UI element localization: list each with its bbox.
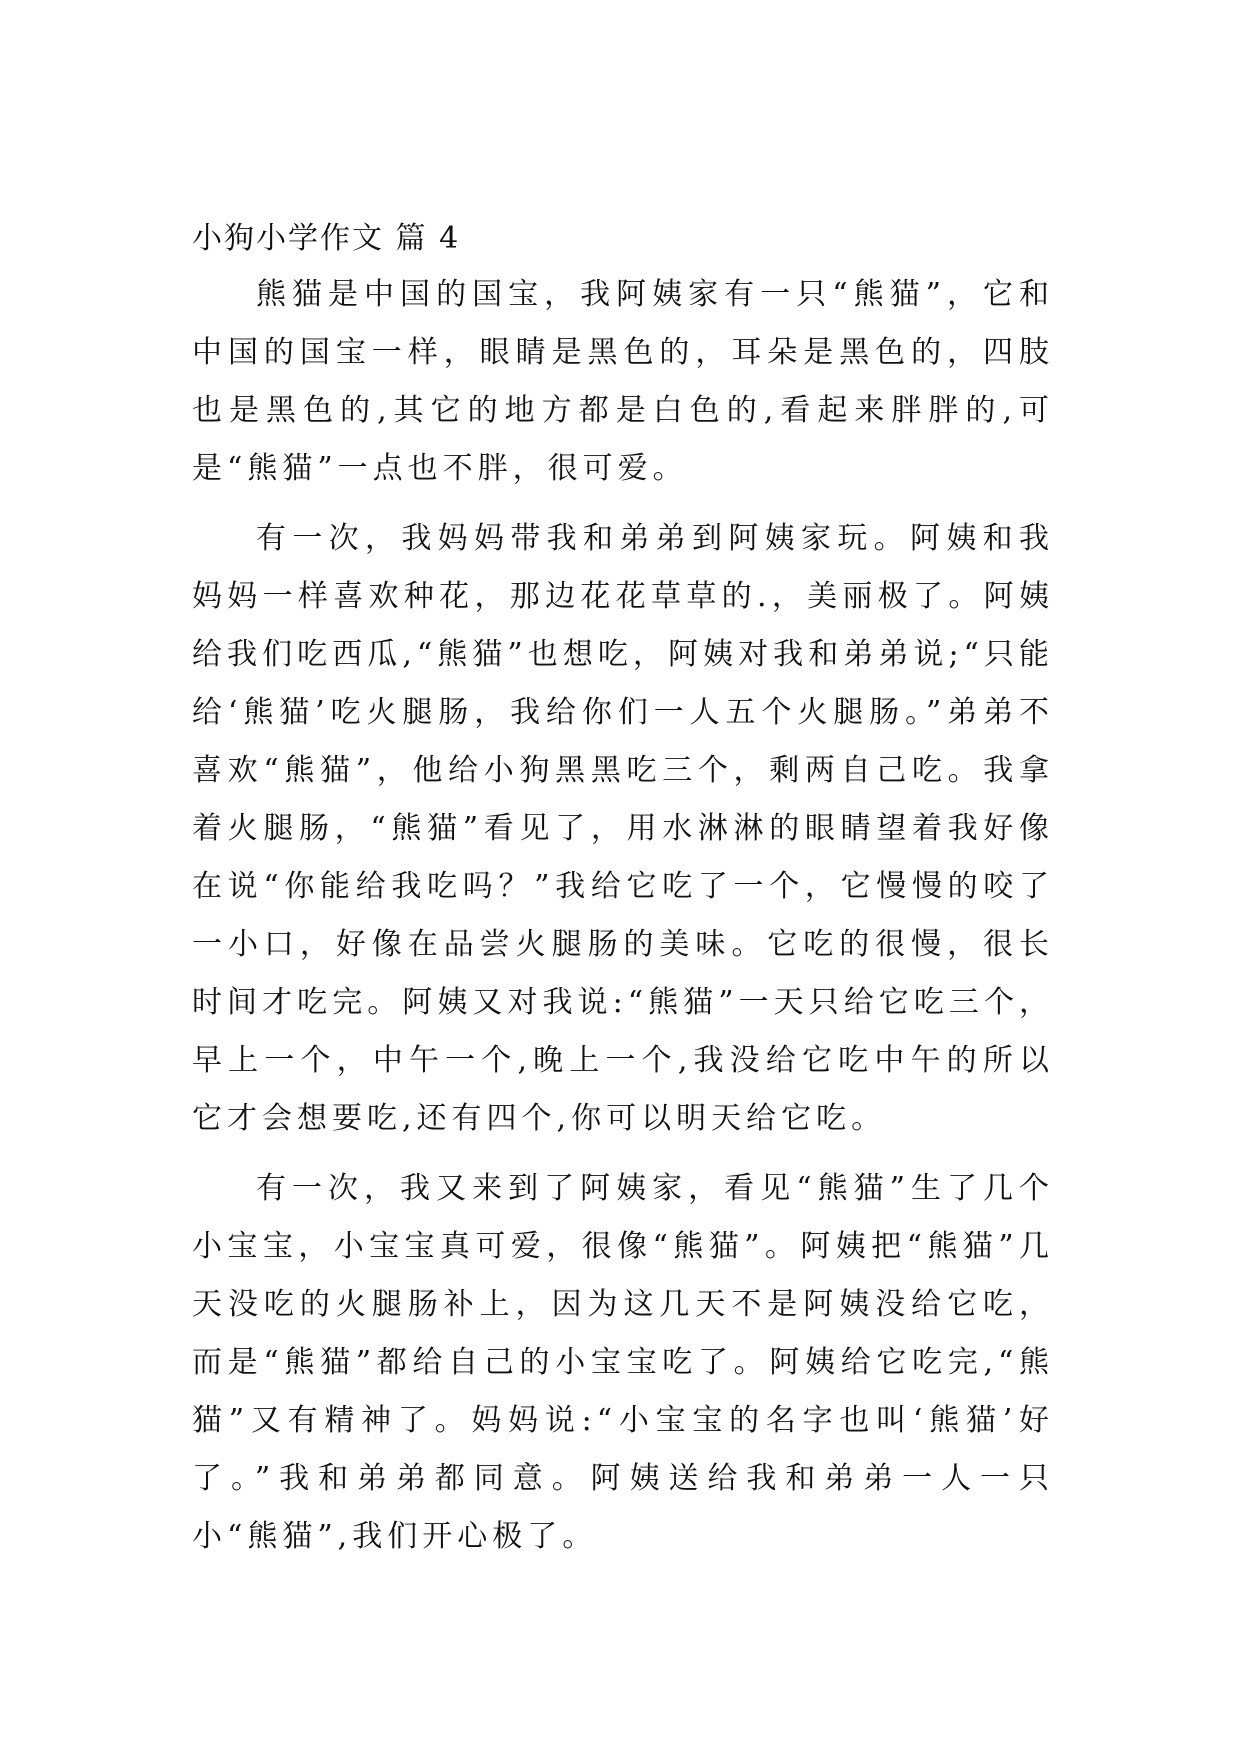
paragraph-3: 有一次，我又来到了阿姨家，看见“熊猫”生了几个小宝宝，小宝宝真可爱，很像“熊猫”。阿姨把“熊猫”几天没吃的火腿肠补上，因为这几天不是阿姨没给它吃，而是“熊猫”都给自己的小宝宝吃了。阿姨给它吃完,“熊猫”又有精神了。妈妈说:“小宝宝的名字也叫‘熊猫’好了。”我和弟弟都同意。阿姨送给我和弟弟一人一只小“熊猫”,我们开心极了。	[192, 1171, 1054, 1554]
document-page	[192, 218, 1054, 1578]
paragraph-1: 熊猫是中国的国宝，我阿姨家有一只“熊猫”，它和中国的国宝一样，眼睛是黑色的，耳朵是黑色的，四肢也是黑色的,其它的地方都是白色的,看起来胖胖的,可是“熊猫”一点也不胖，很可爱。	[192, 277, 1054, 486]
paragraph-2: 有一次，我妈妈带我和弟弟到阿姨家玩。阿姨和我妈妈一样喜欢种花，那边花花草草的.，美丽极了。阿姨给我们吃西瓜,“熊猫”也想吃，阿姨对我和弟弟说;“只能给‘熊猫’吃火腿肠，我给你们一人五个火腿肠。”弟弟不喜欢“熊猫”，他给小狗黑黑吃三个，剩两自己吃。我拿着火腿肠，“熊猫”看见了，用水淋淋的眼睛望着我好像在说“你能给我吃吗？”我给它吃了一个，它慢慢的咬了一小口，好像在品尝火腿肠的美味。它吃的很慢，很长时间才吃完。阿姨又对我说:“熊猫”一天只给它吃三个，早上一个，中午一个,晚上一个,我没给它吃中午的所以它才会想要吃,还有四个,你可以明天给它吃。	[192, 521, 1054, 1136]
document-title: 小狗小学作文 篇 4	[192, 221, 461, 256]
